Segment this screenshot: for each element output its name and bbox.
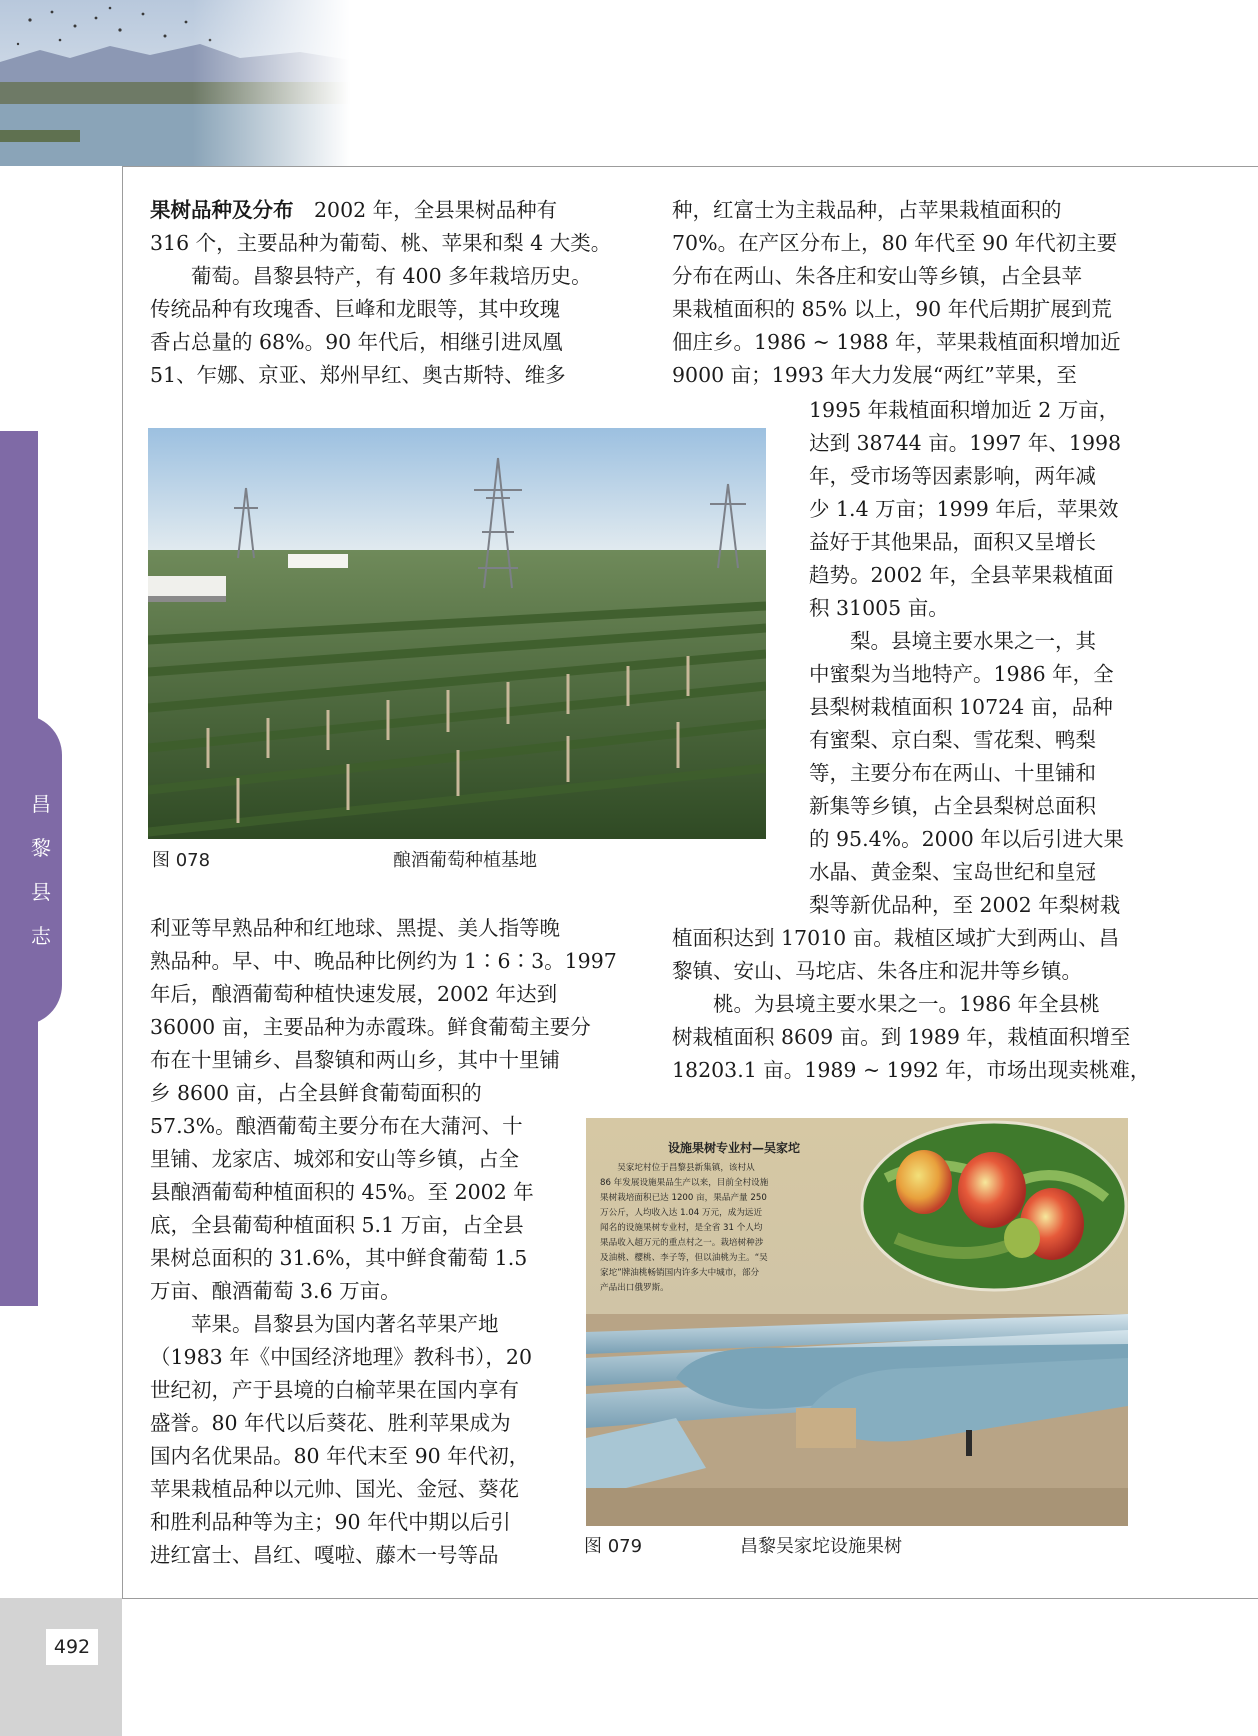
figure-caption: 昌黎吴家坨设施果树 [740,1536,902,1557]
text-line: 年，受市场等因素影响，两年减 [809,464,1096,488]
text-line: 51、乍娜、京亚、郑州早红、奥古斯特、维多 [150,363,566,387]
text-line: 进红富士、昌红、嘎啦、藤木一号等品 [150,1543,499,1567]
text-line: 利亚等早熟品种和红地球、黑提、美人指等晚 [150,916,560,940]
text-line: 苹果栽植品种以元帅、国光、金冠、葵花 [150,1477,519,1501]
figure-078-photo [148,428,766,839]
header-rule [122,166,1258,167]
inset-text-line: 及油桃、樱桃、李子等，但以油桃为主。“吴 [600,1253,768,1263]
text-line: 316 个，主要品种为葡萄、桃、苹果和梨 4 大类。 [150,231,612,255]
running-title: 昌黎县志 [31,792,51,948]
text-line: 万亩、酿酒葡萄 3.6 万亩。 [150,1279,401,1303]
text-line: 水晶、黄金梨、宝岛世纪和皇冠 [809,860,1096,884]
text-line: 益好于其他果品，面积又呈增长 [809,530,1096,554]
text-line: 果树品种及分布 2002 年，全县果树品种有 [150,198,558,222]
text-line: 梨等新优品种，至 2002 年梨树栽 [809,893,1121,917]
inset-text-line: 吴家坨村位于昌黎县新集镇，该村从 [600,1163,755,1173]
text-line: 苹果。昌黎县为国内著名苹果产地 [150,1312,499,1336]
text-line: 57.3%。酿酒葡萄主要分布在大蒲河、十 [150,1114,523,1138]
text-line: 底，全县葡萄种植面积 5.1 万亩，占全县 [150,1213,524,1237]
inset-text-line: 产品出口俄罗斯。 [600,1283,669,1293]
text-line: 达到 38744 亩。1997 年、1998 [809,431,1122,455]
text-line: 里铺、龙家店、城郊和安山等乡镇，占全 [150,1147,519,1171]
left-margin-rule [122,166,123,1598]
text-line: 趋势。2002 年，全县苹果栽植面 [809,563,1114,587]
text-line: 积 31005 亩。 [809,596,949,620]
text-line: 等，主要分布在两山、十里铺和 [809,761,1096,785]
footer-rule [122,1598,1258,1599]
inset-text-line: 闻名的设施果树专业村，是全省 31 个人均 [600,1223,763,1233]
text-line: 的 95.4%。2000 年以后引进大果 [809,827,1124,851]
figure-number: 图 079 [584,1536,643,1557]
text-line: 70%。在产区分布上，80 年代至 90 年代初主要 [672,231,1118,255]
text-line: 树栽植面积 8609 亩。到 1989 年，栽植面积增至 [672,1025,1131,1049]
text-line: 9000 亩；1993 年大力发展“两红”苹果，至 [672,363,1077,387]
text-line: 和胜利品种等为主；90 年代中期以后引 [150,1510,511,1534]
inset-title: 设施果树专业村—吴家坨 [667,1141,801,1155]
text-line: 果树总面积的 31.6%，其中鲜食葡萄 1.5 [150,1246,528,1270]
text-line: 葡萄。昌黎县特产，有 400 多年栽培历史。 [150,264,592,288]
text-line: 有蜜梨、京白梨、雪花梨、鸭梨 [809,728,1096,752]
text-line: 佃庄乡。1986 ~ 1988 年，苹果栽植面积增加近 [672,330,1121,354]
text-line: 乡 8600 亩，占全县鲜食葡萄面积的 [150,1081,482,1105]
vineyard-photo-icon [148,428,766,839]
text-line: 传统品种有玫瑰香、巨峰和龙眼等，其中玫瑰 [150,297,560,321]
figure-079-photo [586,1118,1128,1526]
inset-text-line: 果品收入超万元的重点村之一。栽培树种涉 [600,1238,764,1248]
footer-band [0,1598,122,1736]
wetland-birds-photo-icon [0,0,350,166]
inset-text-line: 家坨”牌油桃畅销国内许多大中城市，部分 [600,1268,760,1278]
text-line: 分布在两山、朱各庄和安山等乡镇，占全县苹 [672,264,1082,288]
text-line: 新集等乡镇，占全县梨树总面积 [809,794,1096,818]
greenhouse-photo-icon [586,1118,1128,1526]
figure-caption: 酿酒葡萄种植基地 [393,850,537,871]
section-heading: 果树品种及分布 [150,198,294,222]
figure-number: 图 078 [152,850,211,871]
text-line: 中蜜梨为当地特产。1986 年，全 [809,662,1114,686]
text-line: 少 1.4 万亩；1999 年后，苹果效 [809,497,1119,521]
text-line: 果栽植面积的 85% 以上，90 年代后期扩展到荒 [672,297,1112,321]
text-line: 熟品种。早、中、晚品种比例约为 1∶6∶3。1997 [150,949,617,973]
text-line: 布在十里铺乡、昌黎镇和两山乡，其中十里铺 [150,1048,560,1072]
text-line: 1995 年栽植面积增加近 2 万亩， [809,398,1120,422]
text-line: 盛誉。80 年代以后葵花、胜利苹果成为 [150,1411,511,1435]
inset-text-line: 86 年发展设施果品生产以来，目前全村设施 [600,1178,769,1188]
text-line: 国内名优果品。80 年代末至 90 年代初， [150,1444,530,1468]
text-line: 年后，酿酒葡萄种植快速发展，2002 年达到 [150,982,558,1006]
text-line: 香占总量的 68%。90 年代后，相继引进凤凰 [150,330,563,354]
text-line: 县酿酒葡萄种植面积的 45%。至 2002 年 [150,1180,534,1204]
page-number: 492 [46,1629,98,1665]
inset-text-line: 果树栽培面积已达 1200 亩，果品产量 250 [600,1193,767,1203]
text-line: 黎镇、安山、马坨店、朱各庄和泥井等乡镇。 [672,959,1082,983]
header-photo [0,0,350,166]
text-line: 世纪初，产于县境的白榆苹果在国内享有 [150,1378,519,1402]
text-line: 桃。为县境主要水果之一。1986 年全县桃 [672,992,1100,1016]
text-line: 18203.1 亩。1989 ~ 1992 年，市场出现卖桃难， [672,1058,1151,1082]
text-line: 种，红富士为主栽品种，占苹果栽植面积的 [672,198,1062,222]
inset-text-line: 万公斤，人均收入达 1.04 万元，成为远近 [600,1208,763,1218]
text-line: 36000 亩，主要品种为赤霞珠。鲜食葡萄主要分 [150,1015,591,1039]
text-line: 县梨树栽植面积 10724 亩，品种 [809,695,1113,719]
text-line: （1983 年《中国经济地理》教科书），20 [150,1345,533,1369]
text-line: 梨。县境主要水果之一，其 [809,629,1096,653]
text-line: 植面积达到 17010 亩。栽植区域扩大到两山、昌 [672,926,1120,950]
